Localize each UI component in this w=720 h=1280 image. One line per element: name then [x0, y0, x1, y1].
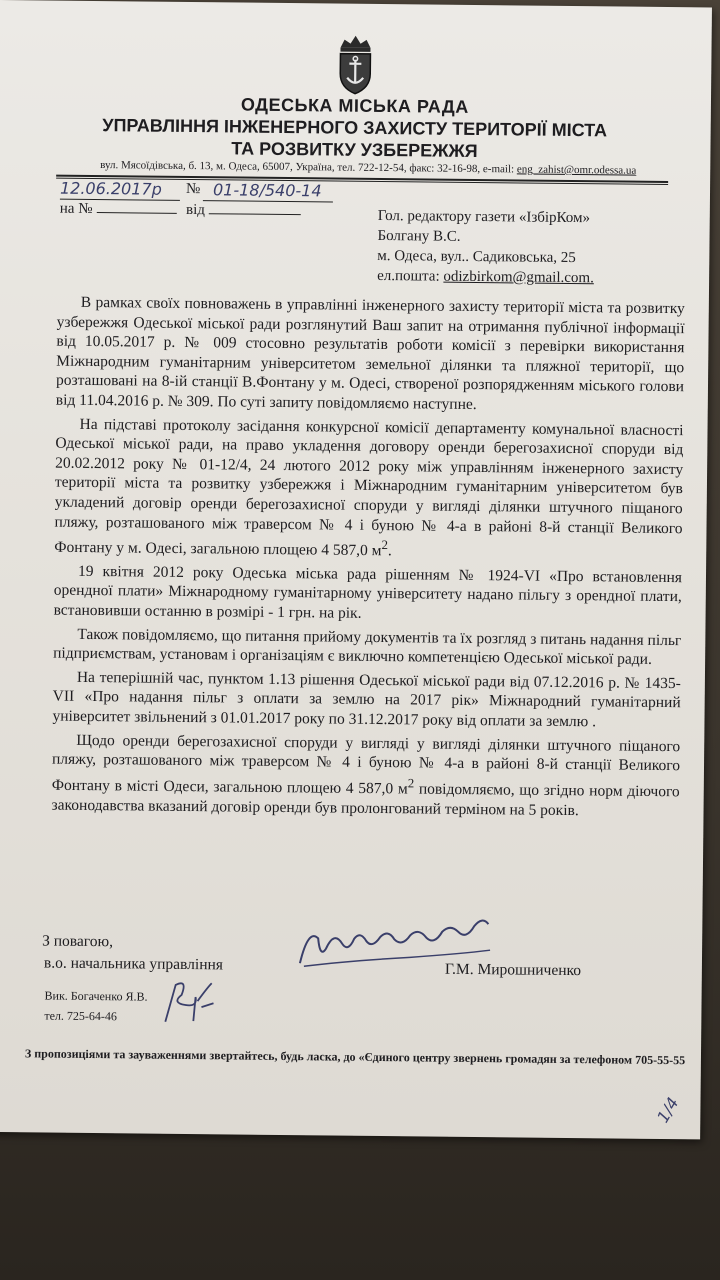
paragraph-3: 19 квітня 2012 року Одеська міська рада рішенням № 1924-VI «Про встановлення орендної плати» Міжнародному гуманітарному університету надано пільгу з орендної плати, встановивши останню в розмірі - 1 грн. на рік. [53, 562, 683, 622]
signature-block [42, 930, 224, 976]
executor-signature-icon [157, 977, 218, 1028]
footer-note: З пропозиціями та зауваженнями звертайтесь, будь ласка, до «Єдиного центру звернень громадян за телефоном 705-55-55 [24, 1046, 686, 1068]
signer-name: Г.М. Мирошниченко [444, 960, 582, 980]
ref-number-blank [96, 212, 176, 214]
executor-phone: тел. 725-64-46 [44, 1008, 117, 1024]
recipient-email-label: ел.пошта: [377, 267, 444, 285]
ref-date-label: від [185, 201, 206, 219]
recipient-title: Гол. редактору газети «ІзбірКом» [377, 207, 591, 227]
recipient-address: м. Одеса, вул.. Садиковська, 25 [377, 247, 576, 267]
paragraph-2-text: На підставі протоколу засідання конкурсної комісії департаменту комунальної власності Одеської міської ради, на право укладення договору оренди берегозахисної споруди від 20.02.2012 року № 01-12/4, 24 лютого 2012 року між управлінням інженерного захисту території міста та розвитку узбережжя і Міжнародним гуманітарним університетом був укладений договір оренди берегозахисної споруди у вигляді ділянки штучного піщаного пляжу, розташованого між траверсом № 4 і буною № 4-а в районі 8-й станції Великого Фонтану у м. Одесі, загальною площею 4 587,0 м [54, 415, 684, 560]
recipient-email-link[interactable]: odizbirkom@gmail.com. [443, 268, 594, 287]
letter-body [51, 293, 684, 826]
signer-position: в.о. начальника управління [43, 954, 224, 974]
recipient-block [377, 206, 595, 288]
reference-line [60, 201, 301, 221]
paragraph-2-sup: 2 [381, 537, 389, 553]
paragraph-6-sup: 2 [407, 775, 415, 791]
paragraph-6 [51, 730, 680, 821]
org-name: ОДЕСЬКА МІСЬКА РАДА [240, 94, 469, 117]
registration-number-handwritten: 01-18/540-14 [212, 180, 322, 201]
paragraph-6-text: Щодо оренди берегозахисної споруди у вигляді у вигляді ділянки штучного піщаного пляжу, розташованого між траверсом № 4 і буною № 4-а в районі 8-й станції Великого Фонтану в місті Одеси, загальною площею 4 587,0 м [51, 731, 681, 798]
page-number-handwritten: 1/4 [653, 1094, 683, 1126]
registration-date-handwritten: 12.06.2017р [59, 178, 162, 199]
paragraph-2-end: . [387, 542, 392, 560]
org-department-line1: УПРАВЛІННЯ ІНЖЕНЕРНОГО ЗАХИСТУ ТЕРИТОРІЇ МІСТА [102, 115, 608, 141]
paragraph-5: На теперішній час, пунктом 1.13 рішення Одеської міської ради від 07.12.2016 р. № 1435-VII «Про надання пільг з оплати за землю на 2017 рік» Міжнародний гуманітарний університет звільнений з 01.01.2017 року по 31.12.2017 року від оплати за землю . [52, 668, 681, 731]
recipient-email-row [377, 266, 594, 288]
paragraph-4: Також повідомляємо, що питання прийому документів та їх розгляд з питань надання пільг підприємствам, установам і організаціям є виключно компетенцією Одеської міської ради. [53, 625, 682, 669]
executor-name: Вик. Богаченко Я.В. [44, 988, 148, 1004]
executor-block [44, 986, 147, 1027]
org-email-link[interactable]: eng_zahist@omr.odessa.ua [516, 163, 637, 177]
odesa-coat-of-arms-icon [332, 33, 379, 95]
ref-number-label: на № [59, 200, 93, 217]
registration-number-label: № [185, 180, 201, 198]
closing-phrase: З повагою, [42, 932, 114, 951]
recipient-name: Болгану В.С. [377, 227, 461, 245]
org-department-line2: ТА РОЗВИТКУ УЗБЕРЕЖЖЯ [231, 138, 478, 162]
paragraph-1: В рамках своїх повноважень в управлінні інженерного захисту території міста та розвитку узбережжя Одеської міської ради розглянутий Ваш запит на отримання публічної інформації від 10.05.2017 р. № 009 стосовно результатів роботи комісії з перевірки використання Міжнародним гуманітарним університетом земельної ділянки та пляжної території, що розташовані на 8-ій станції В.Фонтану у м. Одесі, створеної розпорядженням міського голови від 11.04.2016 р. № 309. По суті запиту повідомляємо наступне. [55, 293, 685, 413]
paragraph-2 [54, 414, 683, 564]
ref-date-blank [209, 213, 301, 215]
address-text: вул. Мясоїдівська, б. 13, м. Одеса, 65007, Україна, тел. 722-12-54, факс: 32-16-98, e-mail: [100, 159, 517, 176]
paragraph-6-end: повідомляємо, що згідно норм діючого законодавства вказаний договір оренди був пролонгований терміном на 5 років. [51, 780, 680, 819]
